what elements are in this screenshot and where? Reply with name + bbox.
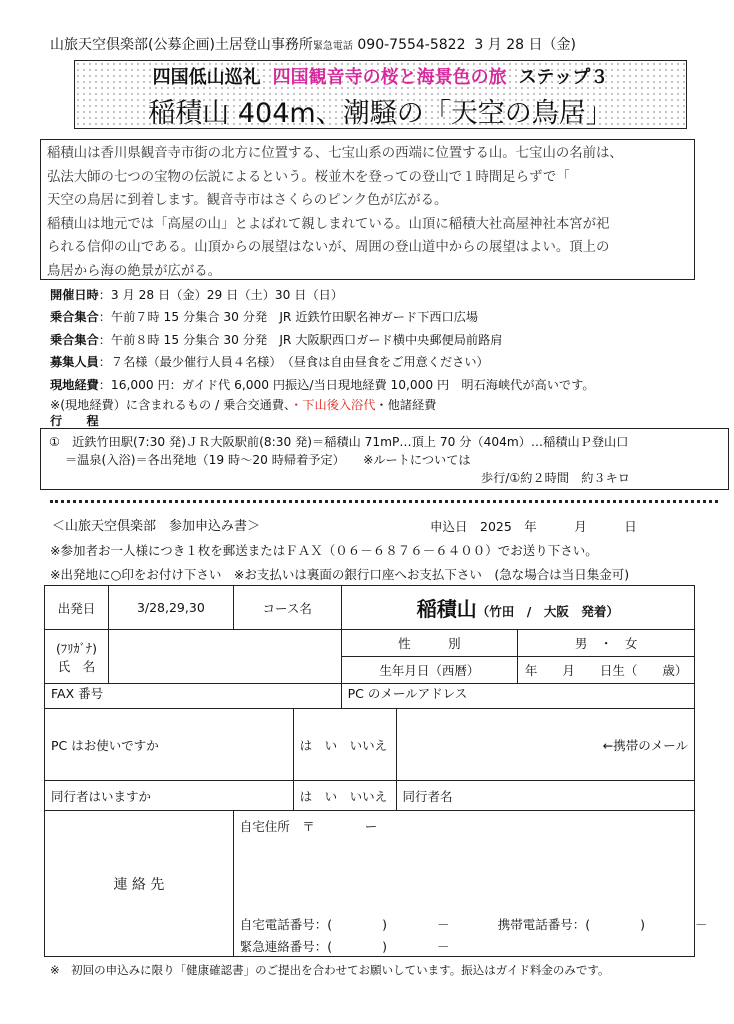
route-line-2: ＝温泉(入浴)＝各出発地（19 時～20 時帰着予定） ※ルートについては: [65, 453, 471, 467]
route-line-3: 歩行/①約２時間 約３キロ: [480, 471, 630, 485]
departure-label: 出発日: [45, 586, 109, 630]
pc-question: PC はお使いですか: [45, 709, 294, 781]
description-box: [40, 139, 695, 280]
birth-label: 生年月日（西暦）: [341, 657, 518, 684]
emergency-tel: 090-7554-5822: [357, 37, 466, 53]
name-label: 氏 名: [57, 658, 96, 674]
route-box: [40, 428, 729, 490]
contact-label: 連 絡 先: [45, 811, 234, 957]
info-meeting-2: 乗合集合：午前８時 15 分集合 30 分発 JR 大阪駅西口ガード横中央郵便局前路肩: [50, 333, 503, 347]
notice-payment: ※出発地に○印をお付け下さい ※お支払いは裏面の銀行口座へお支払下さい (急な場合は当日集金可): [50, 567, 630, 582]
info-itinerary-label: 行 程: [50, 414, 99, 428]
application-title: ＜山旅天空倶楽部 参加申込み書＞: [52, 519, 261, 534]
route-line-1: ① 近鉄竹田駅(7:30 発)ＪＲ大阪駅前(8:30 発)＝稲積山 71mP…頂上 70 分（404m）…稲積山Ｐ登山口: [49, 435, 629, 449]
theme-title: 四国観音寺の桜と海景色の旅: [272, 67, 507, 88]
furigana-label: (ﾌﾘｶﾞﾅ): [55, 640, 97, 656]
contact-field[interactable]: [233, 811, 708, 957]
description-line: 天空の鳥居に到着します。観音寺市はさくらのピンク色が広がる。: [47, 193, 448, 208]
name-label-cell: [45, 630, 109, 684]
gender-label: 性 別: [341, 630, 518, 657]
name-field[interactable]: [108, 630, 341, 684]
departure-value: 3/28,29,30: [108, 586, 233, 630]
title-line1: [75, 63, 686, 89]
event-date: 3 月 28 日（金): [474, 37, 576, 53]
main-title: 稲積山 404m、潮騒の「天空の鳥居」: [148, 98, 613, 129]
notice-send: ※参加者お一人様につき１枚を郵送またはＦＡＸ（０６－６８７６－６４００）でお送り下さい。: [50, 543, 598, 558]
course-label: コース名: [233, 586, 341, 630]
emergency-tel-label: 緊急電話: [312, 41, 353, 52]
footer-note: ※ 初回の申込みに限り「健康確認書」のご提出を合わせてお願いしています。振込はガイド料金のみです。: [50, 963, 610, 977]
mobile-phone-field[interactable]: 携帯電話番号：( ) －: [497, 917, 708, 932]
fax-field[interactable]: FAX 番号: [45, 684, 342, 709]
description-line: 稲積山は地元では「高屋の山」とよばれて親しまれている。山頂に稲積大社高屋神社本宮が祀: [47, 216, 610, 232]
birth-field[interactable]: 年 月 日生（ 歳）: [518, 657, 695, 684]
description-line: 稲積山は香川県観音寺市街の北方に位置する、七宝山系の西端に位置する山。七宝山の名前は、: [47, 146, 623, 161]
organizer-name: 山旅天空倶楽部(公募企画)土居登山事務所: [50, 37, 313, 53]
info-cost: 現地経費：16,000 円：ガイド代 6,000 円振込/当日現地経費 10,000 円 明石海峡代が高いです。: [50, 378, 595, 392]
course-sub: （竹田 / 大阪 発着）: [476, 604, 619, 619]
address-field[interactable]: 自宅住所 〒 ー: [239, 819, 378, 834]
step-label: ステップ３: [518, 67, 609, 88]
course-cell: [341, 586, 694, 630]
application-date: 申込日 2025 年 月 日: [430, 519, 637, 534]
gender-options[interactable]: 男 ・ 女: [518, 630, 695, 657]
application-form: [44, 585, 708, 957]
info-meeting-1: 乗合集合：午前７時 15 分集合 30 分発 JR 近鉄竹田駅名神ガード下西口広場: [50, 310, 479, 324]
home-phone-field[interactable]: 自宅電話番号：( ) －: [239, 917, 450, 932]
mobile-mail-field[interactable]: ←携帯のメール: [396, 709, 694, 781]
info-capacity: 募集人員：７名様（最少催行人員４名様） （昼食は自由昼食をご用意ください）: [50, 355, 489, 369]
email-field[interactable]: PC のメールアドレス: [341, 684, 694, 709]
pc-yes-no[interactable]: は い いいえ: [293, 709, 396, 781]
info-included: ※(現地経費）に含まれるもの / 乗合交通費、・下山後入浴代・他諸経費: [50, 398, 437, 412]
companion-question: 同行者はいますか: [45, 781, 294, 811]
description-line: られる信仰の山である。山頂からの展望はないが、周囲の登山道中からの展望はよい。頂上の: [47, 240, 610, 255]
series-title: 四国低山巡礼: [152, 67, 261, 88]
emergency-phone-field[interactable]: 緊急連絡番号：( ) －: [239, 939, 450, 954]
header-line: [50, 34, 576, 54]
description-line: 弘法大師の七つの宝物の伝説によるという。桜並木を登っての登山で１時間足らずで「: [47, 169, 570, 185]
course-name: 稲積山: [416, 597, 477, 621]
companion-yes-no[interactable]: は い いいえ: [293, 781, 396, 811]
info-dates: 開催日時：3 月 28 日（金）29 日（土）30 日（日）: [50, 288, 344, 302]
companion-name-field[interactable]: 同行者名: [396, 781, 694, 811]
description-line: 鳥居から海の絶景が広がる。: [47, 263, 222, 279]
cut-line-divider: [50, 500, 718, 503]
title-box: [74, 60, 687, 129]
